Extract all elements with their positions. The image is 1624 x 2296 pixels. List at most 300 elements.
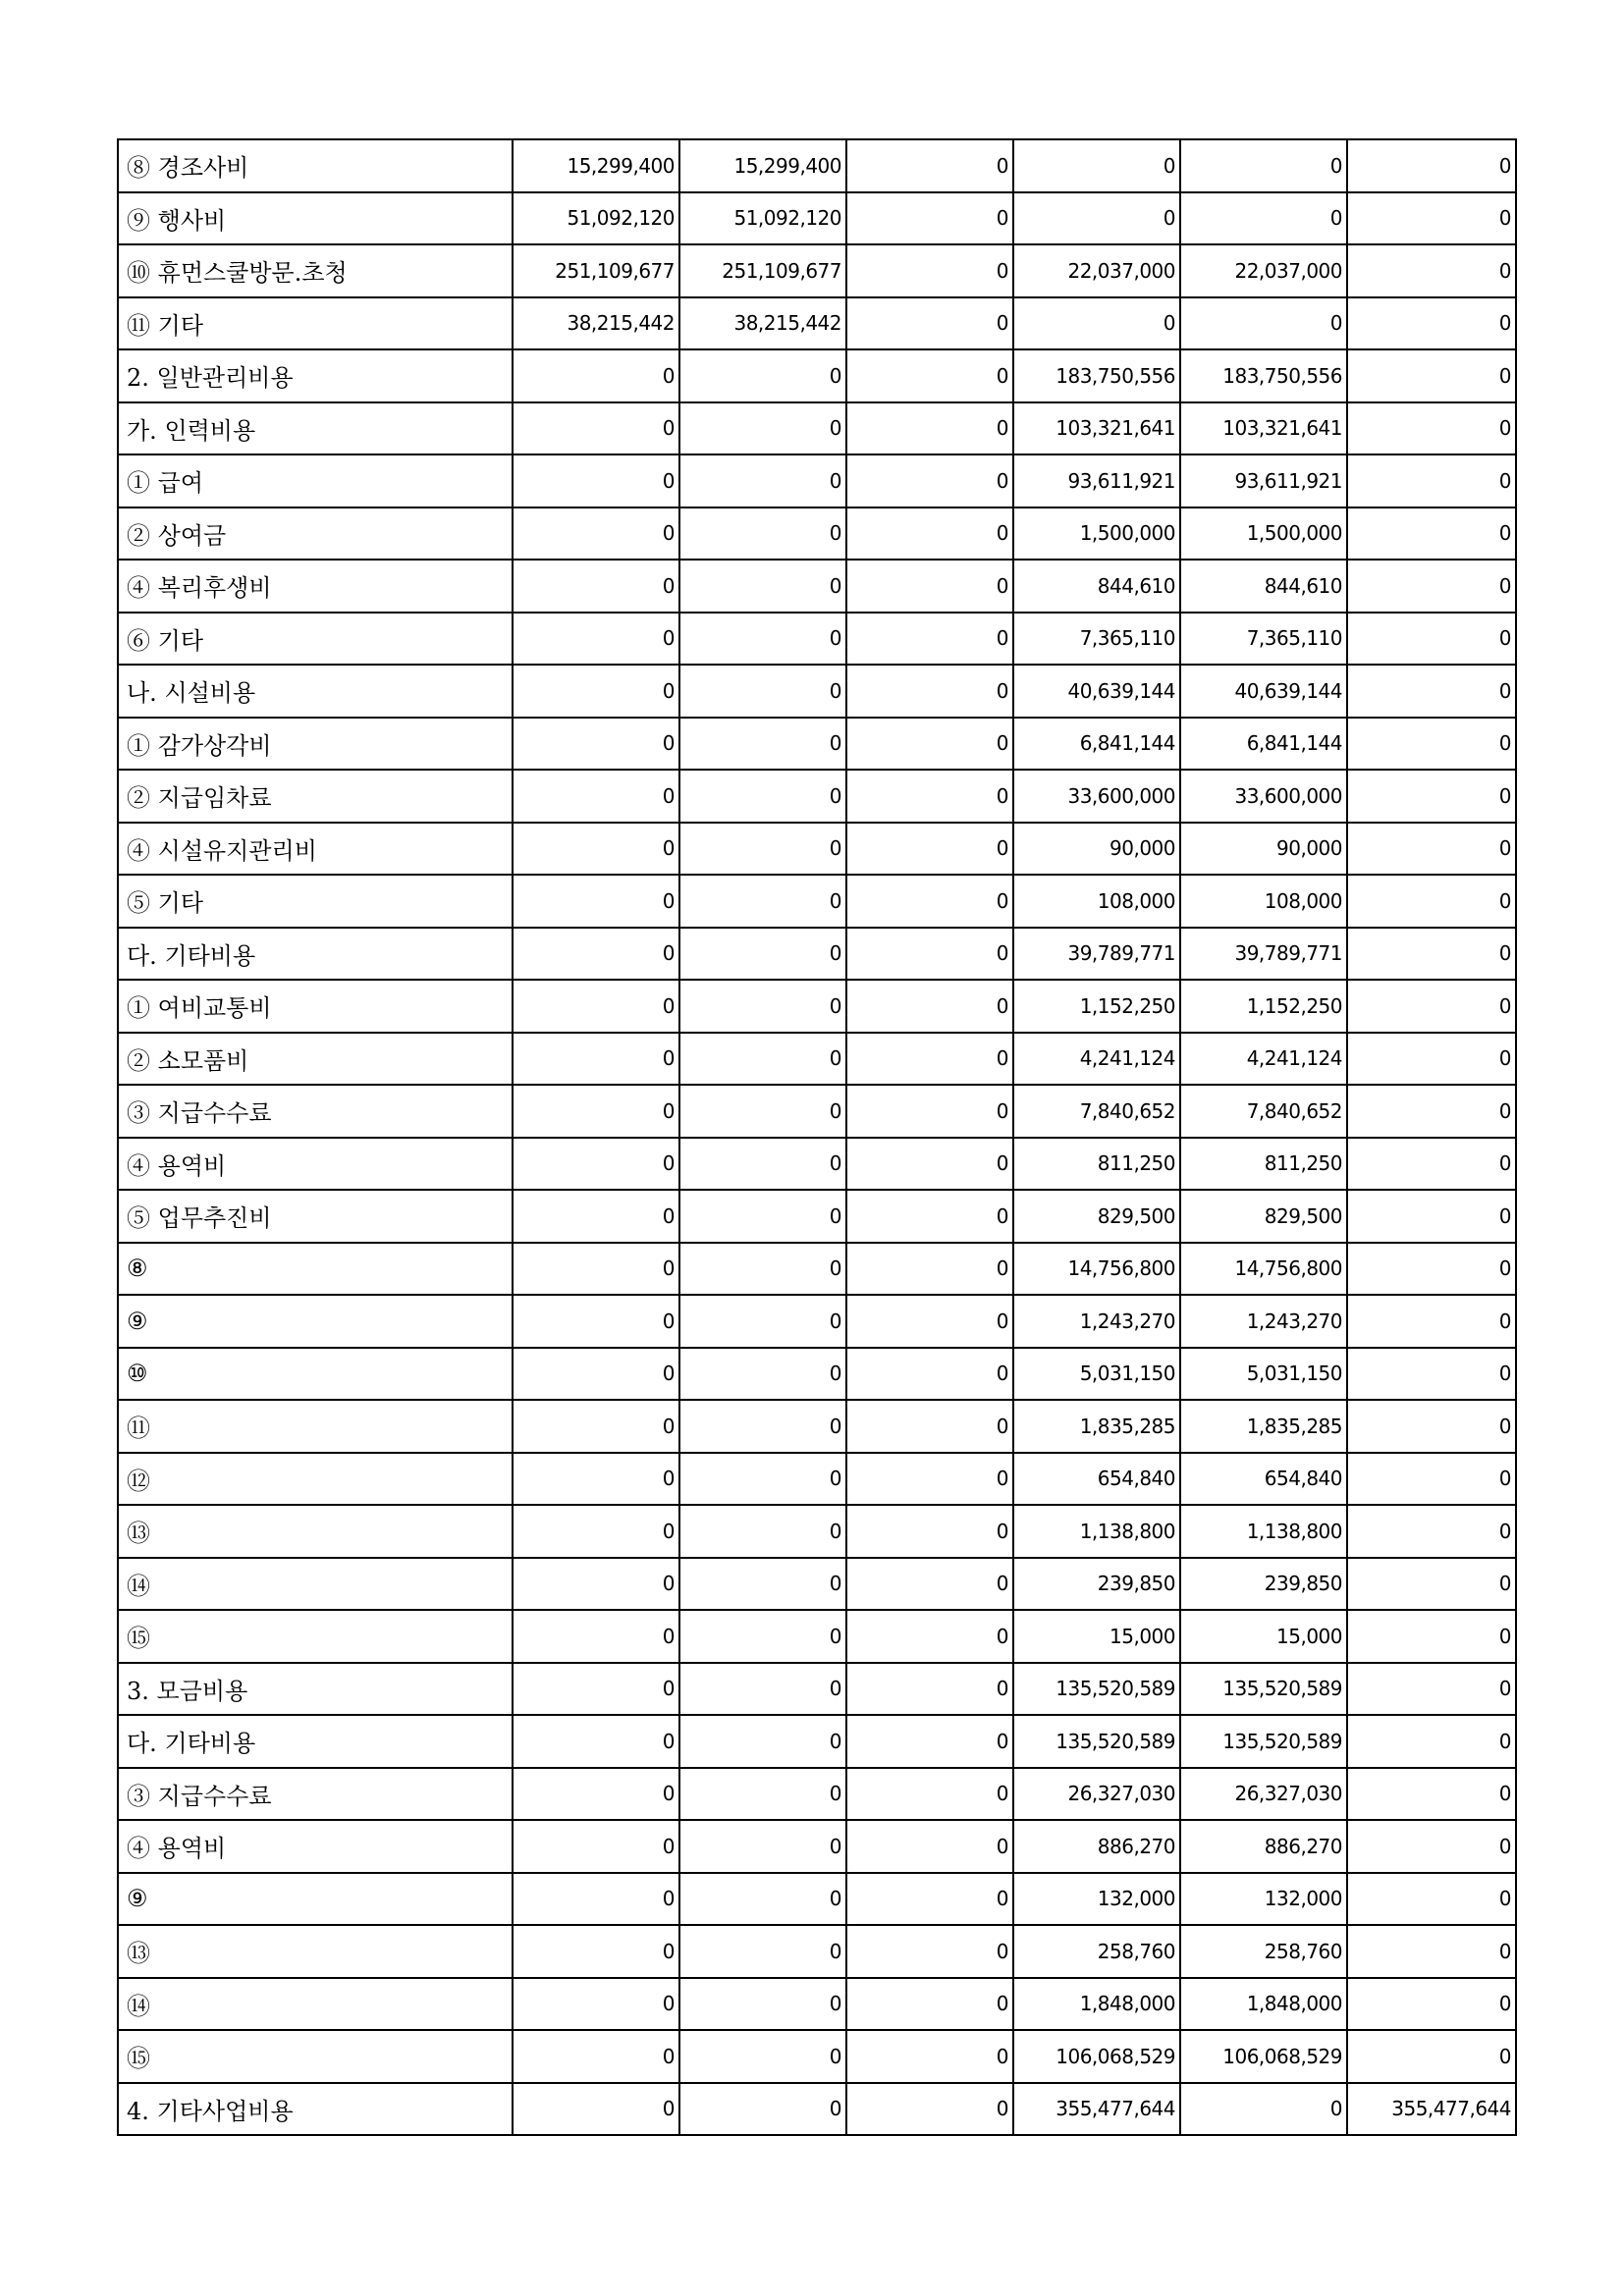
table-row — [118, 980, 1516, 1033]
amount-cell: 1,243,270 — [1013, 1295, 1180, 1348]
amount-cell: 0 — [679, 823, 846, 876]
amount-cell: 0 — [846, 1978, 1013, 2031]
amount-cell: 4,241,124 — [1013, 1033, 1180, 1086]
amount-cell: 0 — [513, 560, 679, 613]
amount-cell: 0 — [513, 1820, 679, 1873]
amount-cell: 0 — [679, 1820, 846, 1873]
amount-cell: 0 — [679, 560, 846, 613]
amount-cell: 0 — [1347, 1873, 1516, 1926]
amount-cell: 0 — [846, 454, 1013, 507]
amount-cell: 0 — [679, 507, 846, 561]
amount-cell: 811,250 — [1180, 1138, 1347, 1191]
amount-cell: 0 — [1013, 139, 1180, 192]
amount-cell: 0 — [846, 139, 1013, 192]
amount-cell: 355,477,644 — [1347, 2083, 1516, 2136]
table-row — [118, 1033, 1516, 1086]
amount-cell: 0 — [513, 1138, 679, 1191]
amount-cell: 0 — [1347, 507, 1516, 561]
row-label: 3. 모금비용 — [118, 1663, 513, 1716]
table-row — [118, 1820, 1516, 1873]
amount-cell: 5,031,150 — [1180, 1348, 1347, 1401]
amount-cell: 0 — [1347, 1820, 1516, 1873]
row-label: ⑬ — [118, 1505, 513, 1558]
table-row — [118, 1453, 1516, 1506]
amount-cell: 6,841,144 — [1013, 718, 1180, 771]
amount-cell: 0 — [846, 980, 1013, 1033]
amount-cell: 0 — [513, 1243, 679, 1296]
amount-cell: 0 — [679, 1505, 846, 1558]
table-body — [118, 139, 1516, 2135]
amount-cell: 0 — [679, 1768, 846, 1821]
amount-cell: 1,152,250 — [1013, 980, 1180, 1033]
amount-cell: 0 — [679, 1190, 846, 1243]
row-label: ⑬ — [118, 1925, 513, 1978]
row-label: 다. 기타비용 — [118, 1715, 513, 1768]
amount-cell: 0 — [846, 1610, 1013, 1663]
amount-cell: 135,520,589 — [1013, 1715, 1180, 1768]
row-label: ⑫ — [118, 1453, 513, 1506]
amount-cell: 0 — [1180, 297, 1347, 350]
row-label: ③ 지급수수료 — [118, 1768, 513, 1821]
amount-cell: 26,327,030 — [1013, 1768, 1180, 1821]
amount-cell: 0 — [513, 2030, 679, 2083]
amount-cell: 183,750,556 — [1013, 349, 1180, 402]
amount-cell: 39,789,771 — [1180, 928, 1347, 981]
amount-cell: 1,848,000 — [1180, 1978, 1347, 2031]
amount-cell: 1,500,000 — [1013, 507, 1180, 561]
amount-cell: 844,610 — [1013, 560, 1180, 613]
amount-cell: 22,037,000 — [1013, 244, 1180, 297]
amount-cell: 0 — [846, 2030, 1013, 2083]
amount-cell: 0 — [679, 1715, 846, 1768]
table-row — [118, 560, 1516, 613]
amount-cell: 0 — [1180, 2083, 1347, 2136]
amount-cell: 0 — [846, 402, 1013, 455]
row-label: ④ 용역비 — [118, 1820, 513, 1873]
amount-cell: 0 — [1180, 139, 1347, 192]
amount-cell: 0 — [1347, 928, 1516, 981]
amount-cell: 0 — [513, 1453, 679, 1506]
table-row — [118, 1873, 1516, 1926]
row-label: 가. 인력비용 — [118, 402, 513, 455]
amount-cell: 33,600,000 — [1013, 770, 1180, 823]
amount-cell: 0 — [846, 1295, 1013, 1348]
row-label: ⑭ — [118, 1558, 513, 1611]
amount-cell: 0 — [679, 402, 846, 455]
amount-cell: 0 — [679, 1925, 846, 1978]
amount-cell: 0 — [846, 1243, 1013, 1296]
amount-cell: 258,760 — [1013, 1925, 1180, 1978]
amount-cell: 0 — [846, 1925, 1013, 1978]
row-label: ⑨ — [118, 1873, 513, 1926]
row-label: ③ 지급수수료 — [118, 1085, 513, 1138]
row-label: ① 여비교통비 — [118, 980, 513, 1033]
amount-cell: 0 — [846, 665, 1013, 718]
table-row — [118, 1348, 1516, 1401]
amount-cell: 0 — [679, 613, 846, 666]
row-label: ④ 복리후생비 — [118, 560, 513, 613]
row-label: ④ 용역비 — [118, 1138, 513, 1191]
amount-cell: 0 — [679, 1558, 846, 1611]
amount-cell: 829,500 — [1013, 1190, 1180, 1243]
amount-cell: 38,215,442 — [513, 297, 679, 350]
amount-cell: 0 — [513, 1715, 679, 1768]
amount-cell: 0 — [679, 770, 846, 823]
amount-cell: 0 — [679, 454, 846, 507]
amount-cell: 239,850 — [1013, 1558, 1180, 1611]
amount-cell: 0 — [513, 2083, 679, 2136]
table-row — [118, 823, 1516, 876]
amount-cell: 0 — [846, 1190, 1013, 1243]
amount-cell: 0 — [1347, 402, 1516, 455]
amount-cell: 15,299,400 — [513, 139, 679, 192]
amount-cell: 0 — [1347, 349, 1516, 402]
amount-cell: 0 — [1013, 192, 1180, 245]
row-label: ⑤ 업무추진비 — [118, 1190, 513, 1243]
row-label: ⑭ — [118, 1978, 513, 2031]
amount-cell: 0 — [1347, 1663, 1516, 1716]
amount-cell: 15,299,400 — [679, 139, 846, 192]
amount-cell: 0 — [1347, 875, 1516, 928]
amount-cell: 0 — [846, 1820, 1013, 1873]
expense-table — [117, 138, 1517, 2136]
amount-cell: 15,000 — [1180, 1610, 1347, 1663]
amount-cell: 0 — [1347, 613, 1516, 666]
amount-cell: 0 — [1347, 192, 1516, 245]
row-label: ⑧ — [118, 1243, 513, 1296]
row-label: ⑥ 기타 — [118, 613, 513, 666]
amount-cell: 0 — [513, 1663, 679, 1716]
amount-cell: 38,215,442 — [679, 297, 846, 350]
table-row — [118, 1768, 1516, 1821]
row-label: ② 상여금 — [118, 507, 513, 561]
amount-cell: 0 — [679, 1663, 846, 1716]
row-label: ⑩ — [118, 1348, 513, 1401]
amount-cell: 0 — [846, 1663, 1013, 1716]
amount-cell: 0 — [846, 770, 1013, 823]
amount-cell: 0 — [846, 1505, 1013, 1558]
amount-cell: 251,109,677 — [513, 244, 679, 297]
amount-cell: 0 — [679, 718, 846, 771]
row-label: ① 급여 — [118, 454, 513, 507]
amount-cell: 135,520,589 — [1180, 1715, 1347, 1768]
amount-cell: 1,500,000 — [1180, 507, 1347, 561]
amount-cell: 7,840,652 — [1013, 1085, 1180, 1138]
amount-cell: 0 — [1347, 1558, 1516, 1611]
row-label: ⑤ 기타 — [118, 875, 513, 928]
amount-cell: 0 — [513, 665, 679, 718]
amount-cell: 0 — [1347, 1138, 1516, 1191]
amount-cell: 0 — [513, 1400, 679, 1453]
amount-cell: 0 — [1347, 560, 1516, 613]
amount-cell: 7,840,652 — [1180, 1085, 1347, 1138]
table-row — [118, 1085, 1516, 1138]
amount-cell: 0 — [679, 1873, 846, 1926]
amount-cell: 132,000 — [1013, 1873, 1180, 1926]
amount-cell: 0 — [1347, 297, 1516, 350]
amount-cell: 0 — [1347, 1085, 1516, 1138]
amount-cell: 0 — [513, 1873, 679, 1926]
row-label: ⑨ 행사비 — [118, 192, 513, 245]
amount-cell: 0 — [846, 718, 1013, 771]
amount-cell: 0 — [513, 1033, 679, 1086]
amount-cell: 0 — [1347, 1400, 1516, 1453]
amount-cell: 93,611,921 — [1013, 454, 1180, 507]
amount-cell: 0 — [513, 928, 679, 981]
amount-cell: 0 — [846, 928, 1013, 981]
amount-cell: 1,243,270 — [1180, 1295, 1347, 1348]
amount-cell: 0 — [513, 1085, 679, 1138]
amount-cell: 1,835,285 — [1013, 1400, 1180, 1453]
amount-cell: 844,610 — [1180, 560, 1347, 613]
amount-cell: 0 — [1347, 454, 1516, 507]
amount-cell: 108,000 — [1013, 875, 1180, 928]
amount-cell: 0 — [679, 349, 846, 402]
amount-cell: 0 — [846, 507, 1013, 561]
table-row — [118, 718, 1516, 771]
amount-cell: 0 — [679, 1400, 846, 1453]
amount-cell: 40,639,144 — [1013, 665, 1180, 718]
amount-cell: 39,789,771 — [1013, 928, 1180, 981]
amount-cell: 7,365,110 — [1013, 613, 1180, 666]
amount-cell: 258,760 — [1180, 1925, 1347, 1978]
table-row — [118, 665, 1516, 718]
amount-cell: 0 — [679, 980, 846, 1033]
row-label: ⑮ — [118, 2030, 513, 2083]
amount-cell: 0 — [846, 1453, 1013, 1506]
amount-cell: 0 — [513, 1348, 679, 1401]
amount-cell: 0 — [846, 1400, 1013, 1453]
amount-cell: 0 — [1347, 1925, 1516, 1978]
amount-cell: 0 — [513, 875, 679, 928]
amount-cell: 829,500 — [1180, 1190, 1347, 1243]
amount-cell: 0 — [1347, 980, 1516, 1033]
amount-cell: 0 — [513, 507, 679, 561]
row-label: ④ 시설유지관리비 — [118, 823, 513, 876]
row-label: ⑩ 휴먼스쿨방문.초청 — [118, 244, 513, 297]
table-row — [118, 1715, 1516, 1768]
amount-cell: 0 — [513, 1558, 679, 1611]
row-label: ⑨ — [118, 1295, 513, 1348]
table-row — [118, 297, 1516, 350]
amount-cell: 0 — [513, 1190, 679, 1243]
amount-cell: 0 — [679, 1348, 846, 1401]
amount-cell: 108,000 — [1180, 875, 1347, 928]
amount-cell: 251,109,677 — [679, 244, 846, 297]
amount-cell: 0 — [1347, 1295, 1516, 1348]
row-label: 4. 기타사업비용 — [118, 2083, 513, 2136]
amount-cell: 0 — [513, 823, 679, 876]
amount-cell: 0 — [513, 770, 679, 823]
amount-cell: 0 — [846, 297, 1013, 350]
amount-cell: 0 — [1180, 192, 1347, 245]
amount-cell: 0 — [846, 2083, 1013, 2136]
amount-cell: 0 — [513, 980, 679, 1033]
amount-cell: 0 — [679, 1033, 846, 1086]
amount-cell: 14,756,800 — [1013, 1243, 1180, 1296]
row-label: ② 지급임차료 — [118, 770, 513, 823]
amount-cell: 0 — [679, 1295, 846, 1348]
table-row — [118, 1505, 1516, 1558]
amount-cell: 355,477,644 — [1013, 2083, 1180, 2136]
amount-cell: 26,327,030 — [1180, 1768, 1347, 1821]
amount-cell: 654,840 — [1180, 1453, 1347, 1506]
amount-cell: 0 — [1347, 1768, 1516, 1821]
table-row — [118, 928, 1516, 981]
amount-cell: 0 — [846, 1873, 1013, 1926]
amount-cell: 0 — [513, 613, 679, 666]
table-row — [118, 770, 1516, 823]
amount-cell: 0 — [513, 1505, 679, 1558]
amount-cell: 103,321,641 — [1013, 402, 1180, 455]
table-row — [118, 349, 1516, 402]
row-label: 다. 기타비용 — [118, 928, 513, 981]
amount-cell: 0 — [846, 875, 1013, 928]
row-label: ② 소모품비 — [118, 1033, 513, 1086]
amount-cell: 0 — [679, 1085, 846, 1138]
amount-cell: 0 — [846, 1138, 1013, 1191]
row-label: ⑪ 기타 — [118, 297, 513, 350]
amount-cell: 93,611,921 — [1180, 454, 1347, 507]
amount-cell: 0 — [1347, 139, 1516, 192]
table-row — [118, 1295, 1516, 1348]
row-label: ⑪ — [118, 1400, 513, 1453]
amount-cell: 7,365,110 — [1180, 613, 1347, 666]
amount-cell: 1,138,800 — [1013, 1505, 1180, 1558]
table-row — [118, 1925, 1516, 1978]
table-row — [118, 402, 1516, 455]
amount-cell: 0 — [679, 1453, 846, 1506]
amount-cell: 135,520,589 — [1180, 1663, 1347, 1716]
amount-cell: 40,639,144 — [1180, 665, 1347, 718]
table-row — [118, 1663, 1516, 1716]
row-label: 2. 일반관리비용 — [118, 349, 513, 402]
table-row — [118, 875, 1516, 928]
amount-cell: 0 — [846, 613, 1013, 666]
amount-cell: 90,000 — [1180, 823, 1347, 876]
amount-cell: 0 — [1347, 1610, 1516, 1663]
table-row — [118, 192, 1516, 245]
amount-cell: 106,068,529 — [1180, 2030, 1347, 2083]
amount-cell: 51,092,120 — [513, 192, 679, 245]
row-label: ⑮ — [118, 1610, 513, 1663]
amount-cell: 0 — [1347, 1190, 1516, 1243]
amount-cell: 0 — [846, 1715, 1013, 1768]
table-row — [118, 1190, 1516, 1243]
amount-cell: 0 — [513, 718, 679, 771]
amount-cell: 0 — [679, 2083, 846, 2136]
table-row — [118, 454, 1516, 507]
amount-cell: 103,321,641 — [1180, 402, 1347, 455]
table-row — [118, 507, 1516, 561]
amount-cell: 90,000 — [1013, 823, 1180, 876]
amount-cell: 886,270 — [1013, 1820, 1180, 1873]
amount-cell: 654,840 — [1013, 1453, 1180, 1506]
amount-cell: 0 — [513, 1925, 679, 1978]
amount-cell: 0 — [846, 1348, 1013, 1401]
amount-cell: 0 — [1347, 665, 1516, 718]
amount-cell: 0 — [1347, 2030, 1516, 2083]
amount-cell: 0 — [679, 928, 846, 981]
amount-cell: 0 — [1347, 823, 1516, 876]
table-row — [118, 613, 1516, 666]
amount-cell: 0 — [513, 1295, 679, 1348]
amount-cell: 0 — [513, 1978, 679, 2031]
amount-cell: 6,841,144 — [1180, 718, 1347, 771]
table-row — [118, 1558, 1516, 1611]
amount-cell: 5,031,150 — [1013, 1348, 1180, 1401]
amount-cell: 4,241,124 — [1180, 1033, 1347, 1086]
amount-cell: 1,152,250 — [1180, 980, 1347, 1033]
table-row — [118, 1978, 1516, 2031]
amount-cell: 0 — [1347, 1348, 1516, 1401]
amount-cell: 0 — [679, 875, 846, 928]
amount-cell: 239,850 — [1180, 1558, 1347, 1611]
amount-cell: 0 — [513, 1768, 679, 1821]
amount-cell: 0 — [846, 1033, 1013, 1086]
table-row — [118, 1138, 1516, 1191]
amount-cell: 33,600,000 — [1180, 770, 1347, 823]
amount-cell: 1,138,800 — [1180, 1505, 1347, 1558]
amount-cell: 135,520,589 — [1013, 1663, 1180, 1716]
table-row — [118, 2030, 1516, 2083]
amount-cell: 1,848,000 — [1013, 1978, 1180, 2031]
amount-cell: 0 — [679, 1610, 846, 1663]
table-row — [118, 1400, 1516, 1453]
row-label: ⑧ 경조사비 — [118, 139, 513, 192]
amount-cell: 0 — [846, 1085, 1013, 1138]
row-label: ① 감가상각비 — [118, 718, 513, 771]
amount-cell: 0 — [1347, 1033, 1516, 1086]
amount-cell: 0 — [513, 1610, 679, 1663]
table-row — [118, 139, 1516, 192]
amount-cell: 1,835,285 — [1180, 1400, 1347, 1453]
table-row — [118, 244, 1516, 297]
amount-cell: 0 — [679, 1243, 846, 1296]
amount-cell: 0 — [846, 560, 1013, 613]
amount-cell: 0 — [1347, 1243, 1516, 1296]
amount-cell: 0 — [679, 1138, 846, 1191]
amount-cell: 0 — [846, 1558, 1013, 1611]
amount-cell: 15,000 — [1013, 1610, 1180, 1663]
amount-cell: 183,750,556 — [1180, 349, 1347, 402]
amount-cell: 0 — [513, 349, 679, 402]
amount-cell: 0 — [846, 192, 1013, 245]
amount-cell: 886,270 — [1180, 1820, 1347, 1873]
amount-cell: 51,092,120 — [679, 192, 846, 245]
amount-cell: 0 — [1013, 297, 1180, 350]
amount-cell: 0 — [1347, 244, 1516, 297]
amount-cell: 0 — [1347, 1715, 1516, 1768]
table-row — [118, 2083, 1516, 2136]
amount-cell: 132,000 — [1180, 1873, 1347, 1926]
amount-cell: 22,037,000 — [1180, 244, 1347, 297]
amount-cell: 0 — [846, 823, 1013, 876]
amount-cell: 0 — [1347, 1453, 1516, 1506]
amount-cell: 811,250 — [1013, 1138, 1180, 1191]
amount-cell: 0 — [513, 402, 679, 455]
amount-cell: 0 — [1347, 1505, 1516, 1558]
amount-cell: 0 — [846, 349, 1013, 402]
amount-cell: 106,068,529 — [1013, 2030, 1180, 2083]
amount-cell: 0 — [1347, 1978, 1516, 2031]
amount-cell: 0 — [1347, 770, 1516, 823]
amount-cell: 0 — [679, 2030, 846, 2083]
amount-cell: 0 — [679, 665, 846, 718]
amount-cell: 0 — [513, 454, 679, 507]
amount-cell: 0 — [846, 244, 1013, 297]
table-row — [118, 1610, 1516, 1663]
